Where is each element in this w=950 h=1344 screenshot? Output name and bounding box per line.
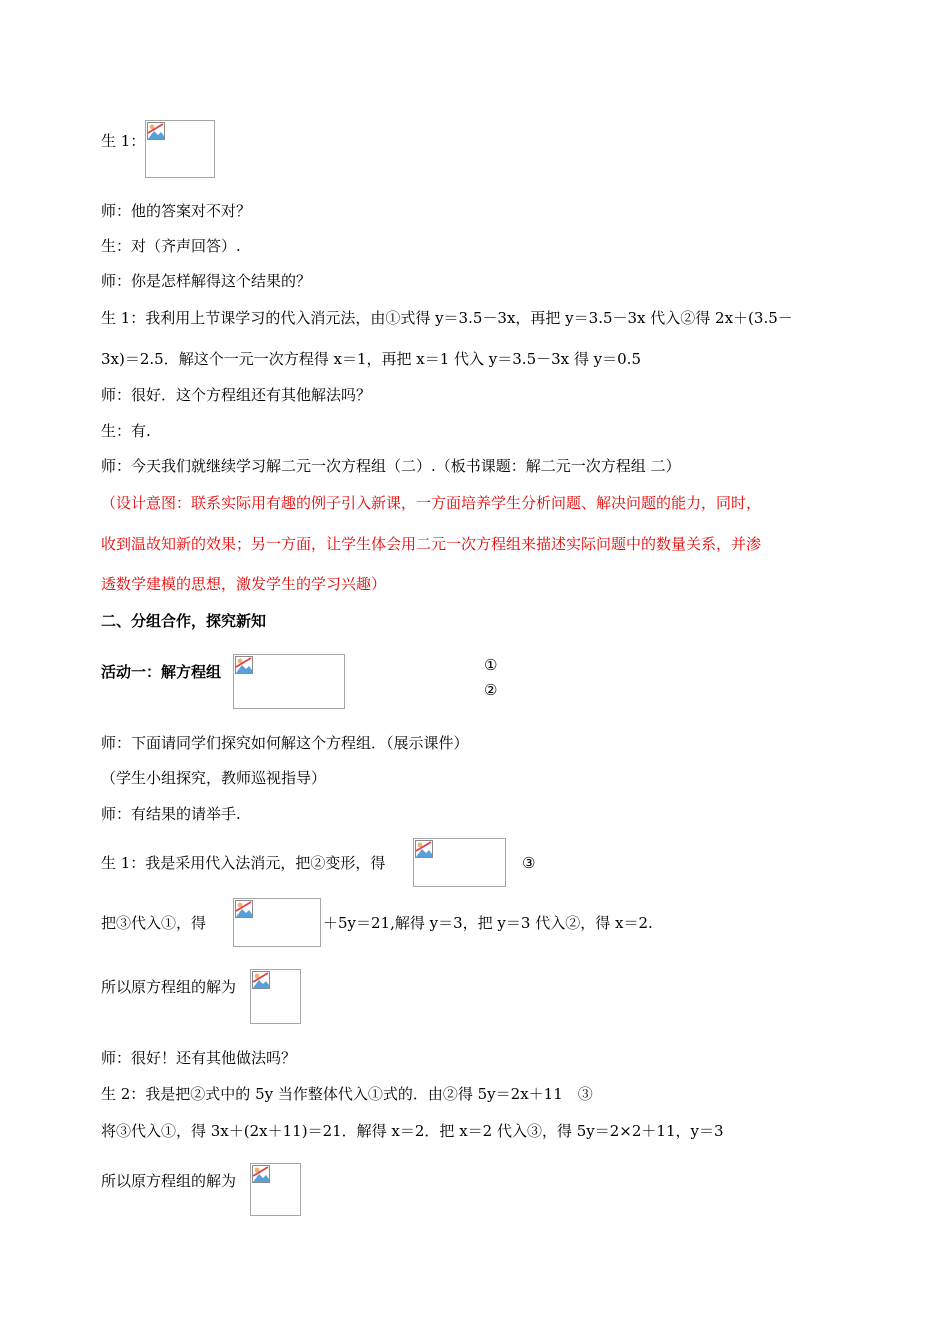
line-student1-substitution: 生 1：我是采用代入法消元，把②变形，得 — [101, 854, 386, 872]
solution-image-1 — [250, 969, 301, 1024]
equation-image-3 — [413, 838, 506, 887]
line-teacher-question: 师：他的答案对不对？ — [101, 202, 252, 220]
line-student1-intro: 生 1： — [101, 132, 146, 150]
solution-image-2 — [250, 1163, 301, 1216]
line-student-yes: 生：有. — [101, 422, 151, 440]
line-teacher-today: 师：今天我们就继续学习解二元一次方程组（二）.（板书课题：解二元一次方程组 二） — [101, 457, 681, 475]
line-student2-method: 生 2：我是把②式中的 5y 当作整体代入①式的．由②得 5y＝2x＋11 ③ — [101, 1085, 593, 1103]
line-teacher-explore: 师：下面请同学们探究如何解这个方程组．（展示课件） — [101, 734, 469, 752]
broken-image-icon — [252, 1165, 270, 1183]
broken-image-icon — [235, 656, 253, 674]
section-heading: 二、分组合作，探究新知 — [101, 612, 267, 630]
line-student1-method-cont: 3x)＝2.5．解这个一元一次方程得 x＝1，再把 x＝1 代入 y＝3.5－3x 得 y＝0.5 — [101, 350, 641, 368]
equation-marker-3: ③ — [522, 854, 536, 872]
equation-image-substitute — [233, 898, 321, 947]
line-solution-2: 所以原方程组的解为 — [101, 1172, 237, 1190]
broken-image-icon — [415, 840, 433, 858]
line-substitute-3-result: ＋5y＝21,解得 y＝3，把 y＝3 代入②，得 x＝2. — [323, 914, 653, 932]
line-teacher-how: 师：你是怎样解得这个结果的？ — [101, 272, 312, 290]
equation-system-image — [233, 654, 345, 709]
broken-image-icon — [147, 122, 165, 140]
line-substitute-3-prefix: 把③代入①，得 — [101, 914, 207, 932]
activity-one-label: 活动一：解方程组 — [101, 663, 222, 681]
broken-image-icon — [252, 971, 270, 989]
design-intent-line-2: 收到温故知新的效果；另一方面，让学生体会用二元一次方程组来描述实际问题中的数量关系，并渗 — [101, 535, 762, 553]
equation-marker-2: ② — [484, 681, 498, 699]
broken-image-icon — [235, 900, 253, 918]
line-group-explore: （学生小组探究，教师巡视指导） — [101, 769, 327, 787]
line-teacher-other: 师：很好．这个方程组还有其他解法吗？ — [101, 386, 372, 404]
line-student1-method: 生 1：我利用上节课学习的代入消元法，由①式得 y＝3.5－3x，再把 y＝3.5－3x 代入②得 2x＋(3.5－ — [101, 309, 793, 327]
line-student-answer: 生：对（齐声回答）. — [101, 237, 241, 255]
design-intent-line-1: （设计意图：联系实际用有趣的例子引入新课，一方面培养学生分析问题、解决问题的能力，同时， — [101, 494, 762, 512]
line-teacher-raise-hand: 师：有结果的请举手. — [101, 805, 241, 823]
line-solution-1: 所以原方程组的解为 — [101, 978, 237, 996]
line-student2-solve: 将③代入①，得 3x＋(2x＋11)＝21．解得 x＝2．把 x＝2 代入③，得 5y＝2×2＋11，y＝3 — [101, 1122, 724, 1140]
line-teacher-praise: 师：很好！还有其他做法吗？ — [101, 1049, 297, 1067]
equation-image — [145, 120, 215, 178]
equation-marker-1: ① — [484, 656, 498, 674]
design-intent-line-3: 透数学建模的思想，激发学生的学习兴趣） — [101, 575, 387, 593]
